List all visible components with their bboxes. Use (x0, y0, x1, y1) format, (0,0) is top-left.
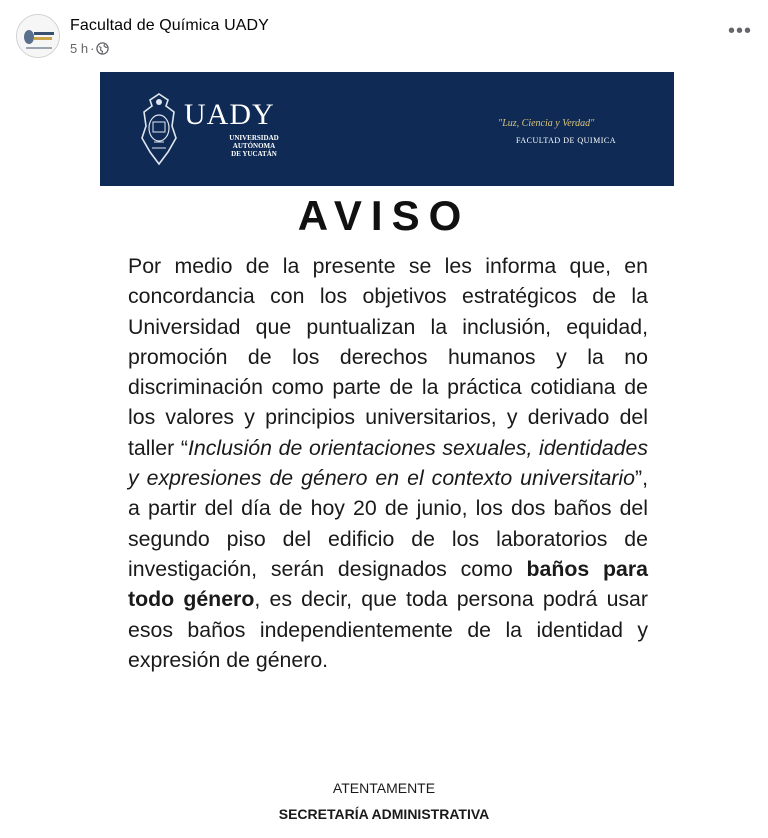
page-avatar[interactable] (16, 14, 60, 58)
notice-text: ”, a partir del día de hoy 20 de junio, los dos baños del segundo piso del edificio de los laboratorios de investigación, serán designados como (128, 466, 648, 581)
notice-emphasis: baños para todo género (128, 556, 648, 612)
post-header (0, 0, 768, 70)
notice-text: , es decir, que toda persona podrá usar esos baños independientemente de la identidad y expresión de género. (128, 587, 648, 672)
issuing-office: SECRETARÍA ADMINISTRATIVA (278, 806, 490, 822)
notice-text: Por medio de la presente se les informa que, en concordancia con los objetivos estratégicos de la Universidad que puntualizan la inclusión, equidad, promoción de los derechos humanos y la no discriminación como parte de la práctica cotidiana de los valores y principios universitarios, y derivado del taller “ (128, 254, 648, 460)
subtitle-line: DE YUCATÁN (231, 150, 277, 158)
notice-title: AVISO (297, 192, 471, 239)
meta-separator: · (90, 41, 95, 56)
uady-wordmark: UADY (184, 98, 275, 131)
notice-body (128, 251, 648, 675)
more-options-button[interactable]: ••• (727, 20, 752, 42)
subtitle-line: UNIVERSIDAD (229, 134, 279, 142)
uady-logo (136, 92, 306, 168)
notice-signoff: ATENTAMENTE (332, 780, 436, 796)
workshop-name: Inclusión de orientaciones sexuales, identidades y expresiones de género en el contexto universitario (128, 435, 648, 491)
university-motto: "Luz, Ciencia y Verdad" (498, 118, 595, 129)
uady-crest-icon (136, 92, 182, 168)
globe-icon (96, 42, 109, 55)
post-timestamp[interactable]: 5 h (70, 41, 89, 56)
uady-banner (100, 72, 674, 186)
faculty-label: FACULTAD DE QUIMICA (516, 136, 616, 145)
subtitle-line: AUTÓNOMA (232, 142, 276, 150)
post-meta (70, 41, 109, 56)
uady-seal-icon (17, 15, 60, 58)
page-name-link[interactable]: Facultad de Química UADY (70, 17, 269, 34)
uady-subtitle (204, 134, 304, 158)
